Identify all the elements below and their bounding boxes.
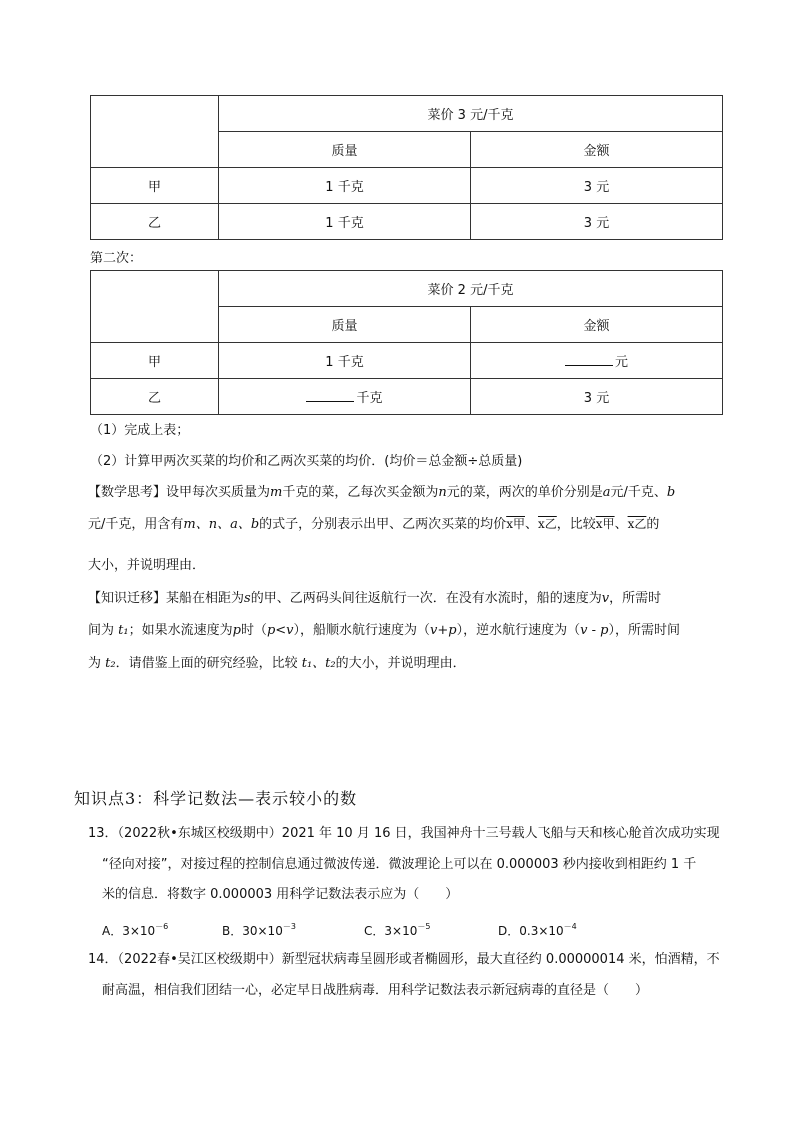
table2-corner [91,271,219,343]
table1-header: 菜价 3 元/千克 [219,96,723,132]
transfer-line-3: 为 t₂．请借鉴上面的研究经验，比较 t₁、t₂的大小，并说明理由． [88,656,466,671]
question-1: （1）完成上表； [90,423,190,438]
row-mass: 1 千克 [219,168,471,204]
q13-line-3: 米的信息．将数字 0.000003 用科学记数法表示应为（ ） [102,887,459,902]
math-think-line-2: 元/千克，用含有m、n、a、b的式子，分别表示出甲、乙两次买菜的均价x甲、x乙，比较x甲、x乙的 [88,517,660,532]
q13-option-a[interactable]: A．$3\times 10^{-6}$ [102,922,169,938]
table1-corner [91,96,219,168]
price-table-2 [90,270,723,415]
q13-option-c[interactable]: C．$3\times 10^{-5}$ [364,922,431,938]
math-think-line-1: 【数学思考】设甲每次买质量为m千克的菜，乙每次买金额为n元的菜，两次的单价分别是a元/千克、b [88,485,676,500]
q13-line-1: 13．（2022秋•东城区校级期中）2021 年 10 月 16 日，我国神舟十三号载人飞船与天和核心舱首次成功实现 [88,826,720,841]
row-amount: 3 元 [471,204,723,240]
row-name: 甲 [91,168,219,204]
row-mass: 1 千克 [219,204,471,240]
q13-option-b[interactable]: B．$30\times 10^{-3}$ [222,922,296,938]
question-2: （2）计算甲两次买菜的均价和乙两次买菜的均价．(均价＝总金额÷总质量) [90,454,523,469]
table2-col-mass: 质量 [219,307,471,343]
row-name: 甲 [91,343,219,379]
transfer-line-1: 【知识迁移】某船在相距为s的甲、乙两码头间往返航行一次．在没有水流时，船的速度为v，所需时 [88,591,662,606]
table1-col-mass: 质量 [219,132,471,168]
price-table-1 [90,95,723,240]
row-amount: 3 元 [471,379,723,415]
answer-blank[interactable] [565,352,613,366]
q13-option-d[interactable]: D．$0.3\times 10^{-4}$ [498,922,577,938]
answer-blank[interactable] [306,388,354,402]
table-row [91,204,723,240]
table2-header: 菜价 2 元/千克 [219,271,723,307]
transfer-line-2: 间为 t₁；如果水流速度为p时（p<v），船顺水航行速度为（v+p），逆水航行速度为（v - p），所需时间 [88,623,680,638]
row-amount-blank[interactable]: 元 [471,343,723,379]
q14-line-1: 14．（2022春•吴江区校级期中）新型冠状病毒呈圆形或者椭圆形，最大直径约 0.00000014 米，怕酒精，不 [88,952,720,967]
table1-col-amount: 金额 [471,132,723,168]
q14-line-2: 耐高温，相信我们团结一心，必定早日战胜病毒．用科学记数法表示新冠病毒的直径是（ ） [102,983,649,998]
table-row [91,168,723,204]
section-heading: 知识点3：科学记数法—表示较小的数 [74,789,358,808]
row-mass: 1 千克 [219,343,471,379]
row-amount: 3 元 [471,168,723,204]
table-row [91,379,723,415]
second-label: 第二次： [90,251,143,266]
row-mass-blank[interactable]: 千克 [219,379,471,415]
table2-col-amount: 金额 [471,307,723,343]
math-think-line-3: 大小，并说明理由． [88,558,206,573]
q13-line-2: “径向对接”，对接过程的控制信息通过微波传递．微波理论上可以在 0.000003 秒内接收到相距约 1 千 [102,857,697,872]
table-row [91,343,723,379]
row-name: 乙 [91,379,219,415]
row-name: 乙 [91,204,219,240]
